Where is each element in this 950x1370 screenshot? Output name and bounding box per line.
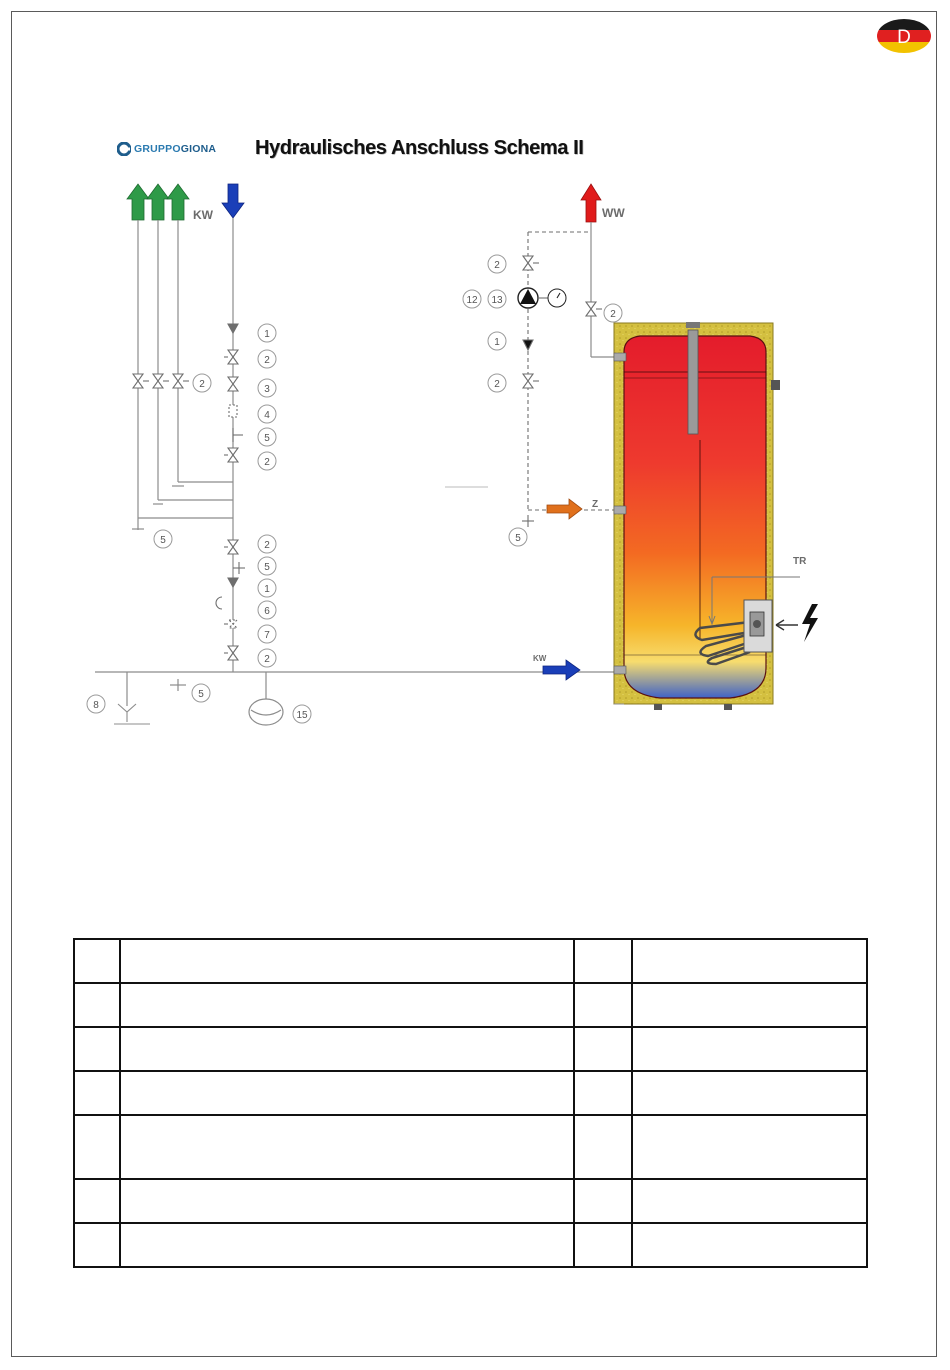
label-z: Z <box>592 499 599 510</box>
label-kw-top: KW <box>193 208 213 222</box>
table-cell <box>574 983 632 1027</box>
table-row <box>74 1027 867 1071</box>
label-tr: TR <box>793 556 807 567</box>
table-cell <box>120 1223 574 1267</box>
parts-table <box>73 938 868 1268</box>
drain-funnel-icon <box>114 704 150 724</box>
svg-text:2: 2 <box>199 379 205 390</box>
svg-text:2: 2 <box>264 355 270 366</box>
table-cell <box>632 939 867 983</box>
table-cell <box>120 1179 574 1223</box>
table-cell <box>74 983 120 1027</box>
expansion-vessel-icon <box>249 699 283 725</box>
svg-text:7: 7 <box>264 630 270 641</box>
main-line-fittings <box>216 324 245 660</box>
svg-text:1: 1 <box>494 337 500 348</box>
table-cell <box>632 1179 867 1223</box>
ww-valve <box>586 302 602 316</box>
label-kw-tank: KW <box>533 654 547 663</box>
table-cell <box>574 1071 632 1115</box>
green-arrow-1 <box>127 184 149 220</box>
table-cell <box>574 1027 632 1071</box>
svg-text:1: 1 <box>264 329 270 340</box>
power-input-arrow <box>776 620 798 630</box>
brand-name-part2: GIONA <box>180 143 217 155</box>
table-cell <box>120 939 574 983</box>
table-cell <box>74 1179 120 1223</box>
heater-control-box <box>744 600 772 652</box>
table-cell <box>574 1179 632 1223</box>
brand-name-part1: GRUPPO <box>134 143 181 155</box>
circulation-arrow <box>547 499 582 519</box>
svg-text:3: 3 <box>264 384 270 395</box>
table-row <box>74 1179 867 1223</box>
svg-text:8: 8 <box>93 700 99 711</box>
page-title: Hydraulisches Anschluss Schema II <box>255 137 584 159</box>
table-row <box>74 1071 867 1115</box>
green-outlet-arrows <box>127 184 189 220</box>
svg-text:12: 12 <box>466 295 478 306</box>
table-cell <box>632 983 867 1027</box>
ww-valve-tag <box>604 304 622 322</box>
svg-text:5: 5 <box>515 533 521 544</box>
table-cell <box>74 939 120 983</box>
table-row <box>74 983 867 1027</box>
svg-text:15: 15 <box>296 710 308 721</box>
label-ww-top: WW <box>602 206 625 220</box>
svg-text:5: 5 <box>264 562 270 573</box>
svg-text:2: 2 <box>494 260 500 271</box>
table-cell <box>120 1027 574 1071</box>
svg-text:2: 2 <box>494 379 500 390</box>
table-cell <box>632 1223 867 1267</box>
table-cell <box>74 1071 120 1115</box>
table-cell <box>74 1223 120 1267</box>
svg-text:2: 2 <box>264 654 270 665</box>
green-arrow-3 <box>167 184 189 220</box>
table-cell <box>74 1115 120 1179</box>
svg-text:4: 4 <box>264 410 270 421</box>
svg-text:13: 13 <box>491 295 503 306</box>
table-cell <box>574 1115 632 1179</box>
svg-text:2: 2 <box>264 457 270 468</box>
circulation-pipe <box>528 232 622 510</box>
table-row <box>74 939 867 983</box>
main-line-tags <box>258 324 276 470</box>
table-row <box>74 1115 867 1179</box>
circulation-fittings <box>518 256 566 527</box>
svg-text:1: 1 <box>264 584 270 595</box>
table-cell <box>632 1027 867 1071</box>
table-cell <box>632 1071 867 1115</box>
flag-letter: D <box>897 27 911 48</box>
table-cell <box>574 939 632 983</box>
table-cell <box>120 1071 574 1115</box>
svg-text:6: 6 <box>264 606 270 617</box>
svg-text:2: 2 <box>264 540 270 551</box>
table-cell <box>574 1223 632 1267</box>
svg-text:5: 5 <box>198 689 204 700</box>
lightning-icon <box>802 604 818 642</box>
svg-text:2: 2 <box>610 309 616 320</box>
svg-text:5: 5 <box>264 433 270 444</box>
svg-text:5: 5 <box>160 535 166 546</box>
table-row <box>74 1223 867 1267</box>
left-valves <box>133 374 189 388</box>
hot-water-arrow <box>581 184 601 222</box>
cold-water-tank-arrow <box>543 660 580 680</box>
left-valves-tag <box>193 374 211 392</box>
green-arrow-2 <box>147 184 169 220</box>
table-cell <box>120 1115 574 1179</box>
cold-inlet-arrow <box>222 184 244 218</box>
table-cell <box>120 983 574 1027</box>
table-cell <box>632 1115 867 1179</box>
table-cell <box>74 1027 120 1071</box>
branch-tag <box>154 530 172 548</box>
lower-line-tags <box>258 535 276 667</box>
